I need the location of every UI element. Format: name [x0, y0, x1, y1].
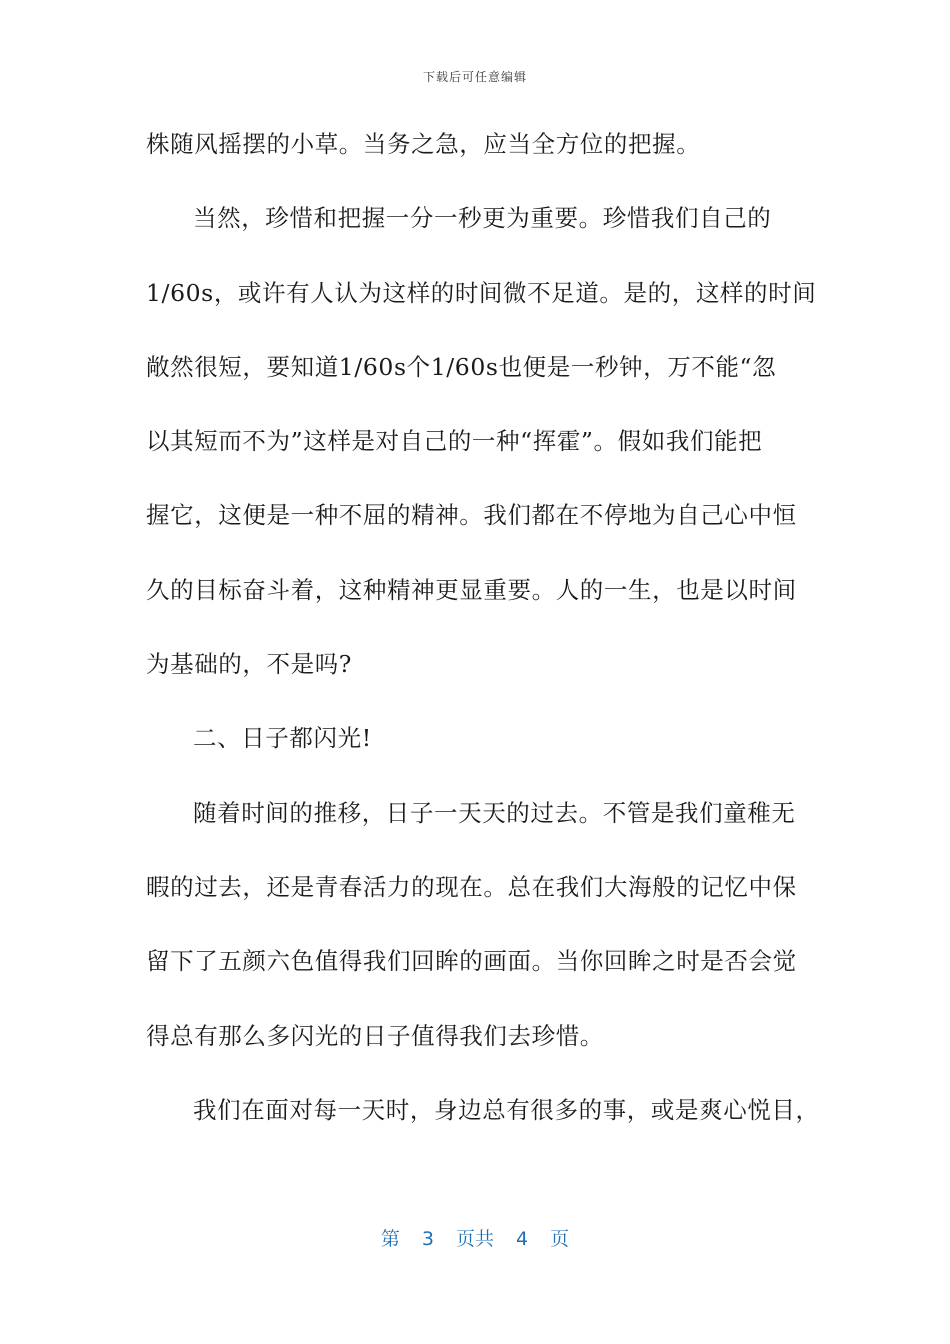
document-body [146, 119, 820, 1159]
body-line: 以其短而不为”这样是对自己的一种“挥霍”。假如我们能把 [146, 427, 763, 456]
footer-total-pages: 4 [516, 1228, 529, 1250]
body-line: 得总有那么多闪光的日子值得我们去珍惜。 [146, 1021, 604, 1050]
footer-middle: 页共 [455, 1228, 494, 1250]
footer-suffix: 页 [550, 1228, 570, 1250]
paragraph-start-line: 当然，珍惜和把握一分一秒更为重要。珍惜我们自己的 [193, 204, 772, 233]
body-line: 1/60s，或许有人认为这样的时间微不足道。是的，这样的时间 [146, 278, 817, 307]
footer-prefix: 第 [380, 1228, 400, 1250]
paragraph-start-line: 随着时间的推移，日子一天天的过去。不管是我们童稚无 [193, 798, 796, 827]
body-line: 久的目标奋斗着，这种精神更显重要。人的一生，也是以时间 [146, 575, 797, 604]
footer-current-page: 3 [421, 1228, 434, 1250]
page-header-note: 下载后可任意编辑 [422, 70, 527, 84]
body-line: 株随风摇摆的小草。当务之急，应当全方位的把握。 [146, 130, 701, 158]
body-line: 留下了五颜六色值得我们回眸的画面。当你回眸之时是否会觉 [146, 947, 797, 976]
page-number-footer [0, 1224, 950, 1251]
paragraph-start-line: 我们在面对每一天时，身边总有很多的事，或是爽心悦目， [193, 1095, 820, 1124]
body-line: 握它，这便是一种不屈的精神。我们都在不停地为自己心中恒 [146, 501, 797, 530]
body-line: 敞然很短，要知道1/60s个1/60s也便是一秒钟，万不能“忽 [146, 352, 777, 381]
section-heading: 二、日子都闪光! [193, 724, 372, 753]
body-line: 为基础的，不是吗? [146, 650, 352, 679]
body-line: 暇的过去，还是青春活力的现在。总在我们大海般的记忆中保 [146, 872, 797, 901]
